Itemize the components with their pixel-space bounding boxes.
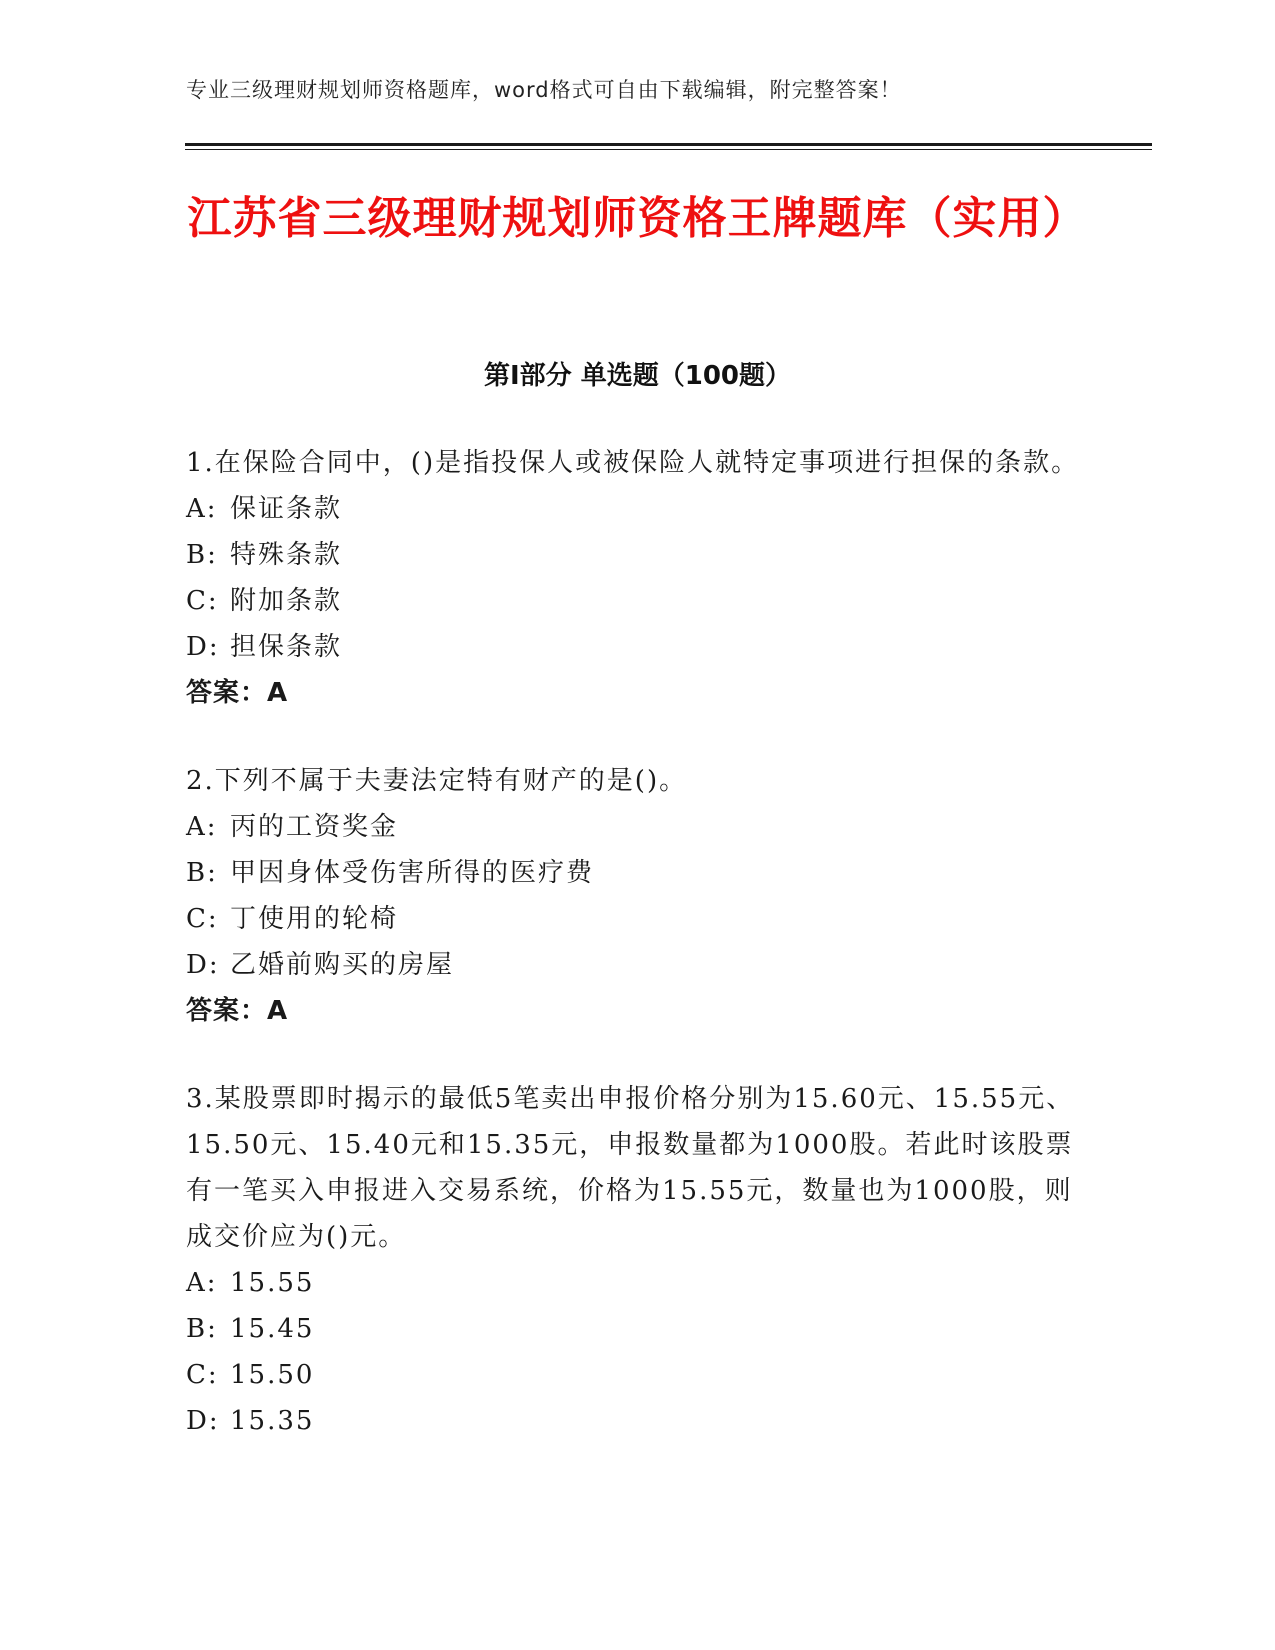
option — [186, 486, 1086, 532]
document-title: 江苏省三级理财规划师资格王牌题库（实用） — [187, 193, 1088, 244]
option-letter: C: — [186, 1360, 219, 1390]
option — [186, 1352, 1086, 1398]
option — [186, 1306, 1086, 1352]
option-text: 丙的工资奖金 — [230, 812, 399, 842]
option — [186, 942, 1086, 988]
option-letter: D: — [186, 950, 220, 980]
question-list — [186, 440, 1086, 1444]
section-title: 第Ⅰ部分 单选题（100题） — [484, 361, 791, 391]
option — [186, 1260, 1086, 1306]
option-text: 15.50 — [230, 1360, 315, 1390]
question-text: 2.下列不属于夫妻法定特有财产的是()。 — [186, 766, 688, 796]
option — [186, 578, 1086, 624]
option — [186, 850, 1086, 896]
option — [186, 804, 1086, 850]
answer: 答案：A — [186, 996, 289, 1026]
option-letter: C: — [186, 904, 219, 934]
option-letter: A: — [186, 812, 218, 842]
question-item — [186, 1076, 1086, 1444]
option-letter: B: — [186, 1314, 218, 1344]
header-note: 专业三级理财规划师资格题库，word格式可自由下载编辑，附完整答案！ — [186, 78, 902, 102]
header-rule-thin — [185, 149, 1152, 150]
header-rule-thick — [185, 143, 1152, 146]
option-text: 丁使用的轮椅 — [230, 904, 399, 934]
question-item — [186, 440, 1086, 716]
option-text: 乙婚前购买的房屋 — [230, 950, 455, 980]
option-letter: B: — [186, 540, 218, 570]
option-letter: D: — [186, 632, 220, 662]
option — [186, 624, 1086, 670]
option-letter: C: — [186, 586, 219, 616]
option-text: 甲因身体受伤害所得的医疗费 — [230, 858, 595, 888]
question-text: 3.某股票即时揭示的最低5笔卖出申报价格分别为15.60元、15.55元、15.50元、15.40元和15.35元，申报数量都为1000股。若此时该股票有一笔买入申报进入交易系统，价格为15.55元，数量也为1000股，则成交价应为()元。 — [186, 1084, 1075, 1252]
option — [186, 1398, 1086, 1444]
option-text: 保证条款 — [230, 494, 343, 524]
option-text: 15.45 — [230, 1314, 315, 1344]
option-letter: D: — [186, 1406, 220, 1436]
option-text: 特殊条款 — [230, 540, 343, 570]
question-text: 1.在保险合同中，()是指投保人或被保险人就特定事项进行担保的条款。 — [186, 448, 1080, 478]
option-letter: B: — [186, 858, 218, 888]
answer: 答案：A — [186, 678, 289, 708]
option-text: 担保条款 — [230, 632, 343, 662]
option — [186, 532, 1086, 578]
option-letter: A: — [186, 494, 218, 524]
option-text: 15.55 — [230, 1268, 315, 1298]
option-text: 15.35 — [230, 1406, 315, 1436]
option-text: 附加条款 — [230, 586, 343, 616]
option — [186, 896, 1086, 942]
option-letter: A: — [186, 1268, 218, 1298]
question-item — [186, 758, 1086, 1034]
